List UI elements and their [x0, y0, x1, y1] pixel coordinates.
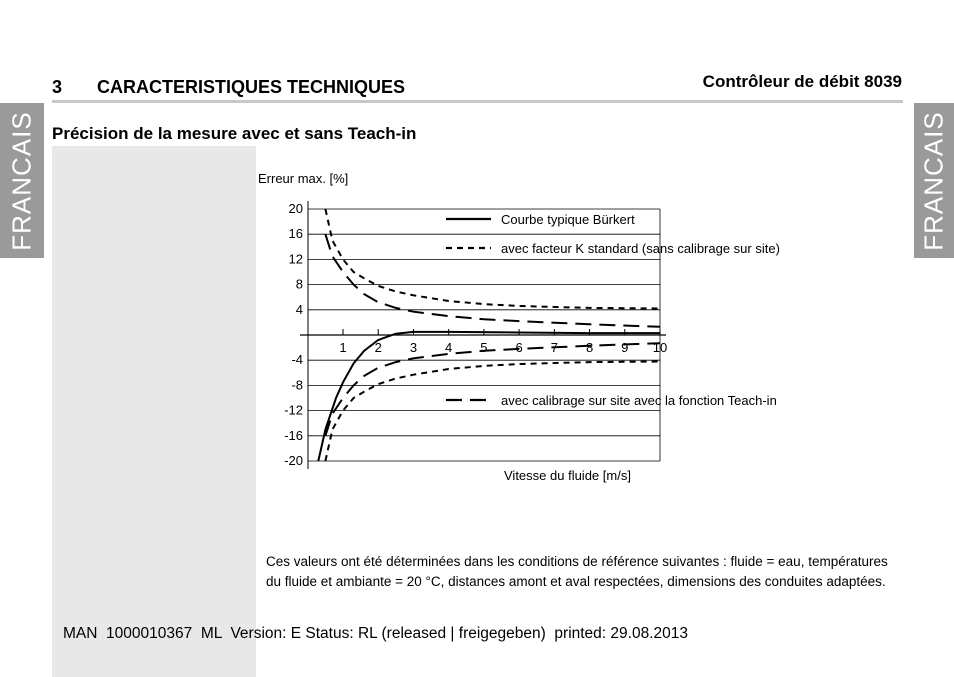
x-tick-label-7: 7	[550, 340, 558, 355]
x-tick-label-9: 9	[621, 340, 629, 355]
y-tick-label-3: 8	[295, 276, 303, 292]
series-line-2-lower	[325, 343, 660, 436]
y-tick-label-8: -16	[284, 427, 303, 443]
legend-label-2: avec calibrage sur site avec la fonction Teach-in	[501, 393, 777, 408]
y-tick-label-9: -20	[284, 453, 303, 468]
y-tick-label-6: -8	[291, 377, 303, 393]
x-tick-label-1: 1	[339, 340, 347, 355]
document-footer: MAN 1000010367 ML Version: E Status: RL (released | freigegeben) printed: 29.08.2013	[63, 625, 688, 642]
x-tick-label-6: 6	[515, 340, 523, 355]
x-axis-label: Vitesse du fluide [m/s]	[504, 468, 631, 483]
x-tick-label-4: 4	[445, 340, 453, 355]
reference-conditions-note: Ces valeurs ont été déterminées dans les conditions de référence suivantes : fluide = eau, températures du fluide et ambiante = 20 °C, distances amont et aval respectées, dimensions des conduites adaptées.	[266, 554, 888, 589]
section-title: CARACTERISTIQUES TECHNIQUES	[97, 77, 406, 97]
y-axis-label: Erreur max. [%]	[258, 171, 349, 186]
y-tick-label-4: 4	[295, 301, 303, 317]
section-number: 3	[52, 77, 63, 97]
y-tick-label-0: 20	[288, 201, 303, 216]
page-subtitle: Précision de la mesure avec et sans Teach-in	[52, 124, 417, 143]
language-tab-left-label: FRANCAIS	[6, 110, 37, 251]
y-tick-label-1: 16	[288, 226, 303, 242]
series-line-1-lower	[325, 362, 660, 462]
legend-label-0: Courbe typique Bürkert	[501, 212, 635, 227]
x-tick-label-5: 5	[480, 340, 488, 355]
legend-label-1: avec facteur K standard (sans calibrage sur site)	[501, 241, 780, 256]
y-tick-label-2: 12	[288, 251, 303, 267]
y-tick-label-7: -12	[284, 402, 303, 418]
x-tick-label-3: 3	[409, 340, 418, 355]
language-tab-right-label: FRANCAIS	[918, 110, 949, 251]
x-tick-label-10: 10	[652, 340, 668, 355]
y-tick-label-5: -4	[291, 352, 303, 368]
x-tick-label-2: 2	[374, 340, 382, 355]
x-tick-label-8: 8	[585, 340, 594, 355]
product-title: Contrôleur de débit 8039	[702, 72, 902, 91]
